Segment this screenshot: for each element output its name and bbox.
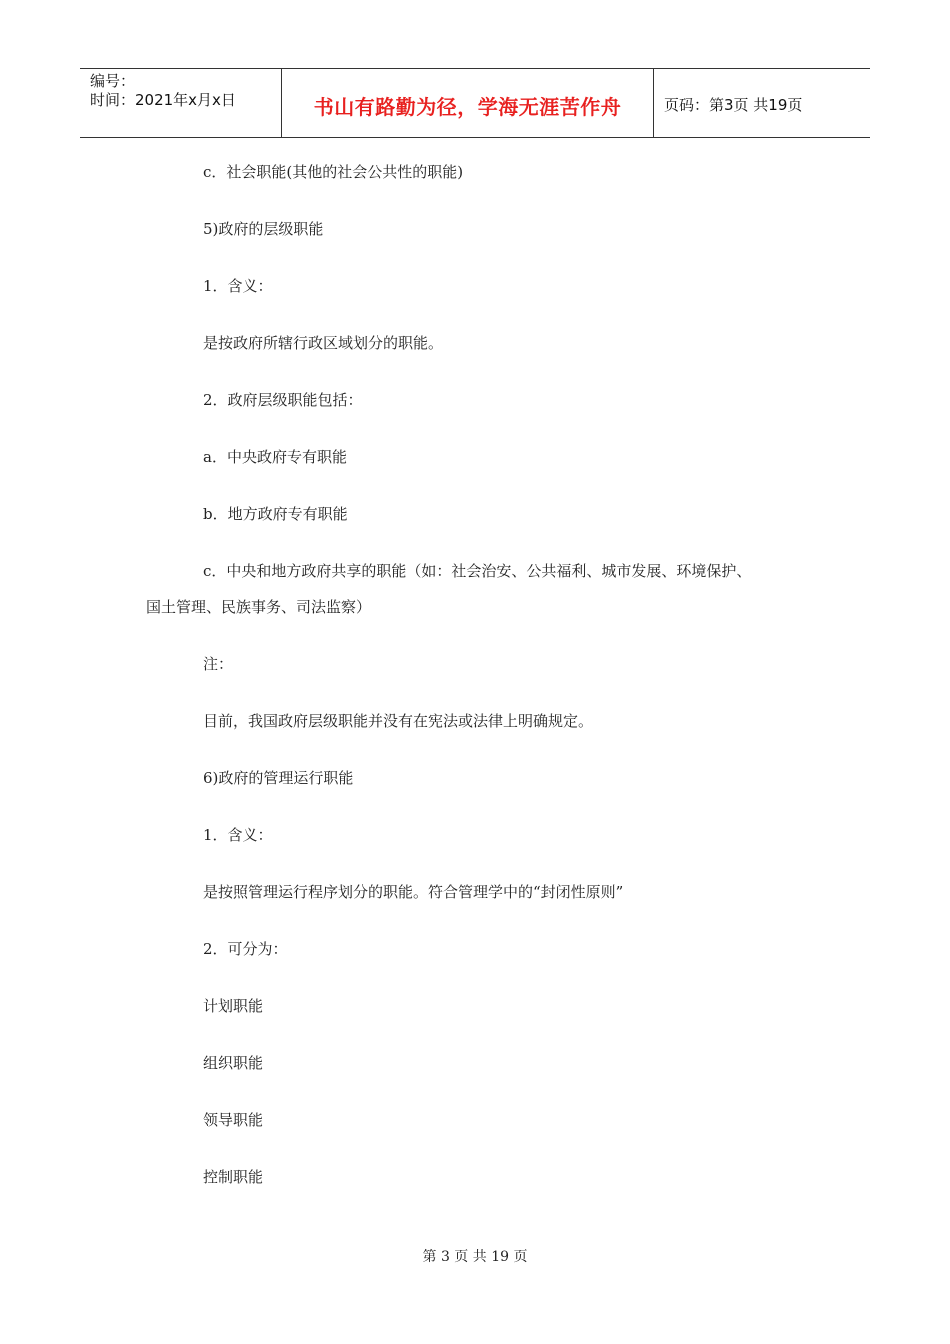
body-line: 1．含义： xyxy=(203,826,273,844)
body-line: 2．政府层级职能包括： xyxy=(203,391,363,409)
body-line: 1．含义： xyxy=(203,277,273,295)
header-motto: 书山有路勤为径，学海无涯苦作舟 xyxy=(313,94,622,119)
section-heading: 6)政府的管理运行职能 xyxy=(203,769,354,787)
body-line: b．地方政府专有职能 xyxy=(203,505,348,523)
body-line: 组织职能 xyxy=(203,1054,264,1072)
document-time-label: 时间：2021年x月x日 xyxy=(90,91,236,109)
footer-page-number: 第 3 页 共 19 页 xyxy=(422,1249,528,1265)
page-footer xyxy=(0,1246,950,1266)
header-page-info: 页码：第3页 共19页 xyxy=(664,95,803,114)
document-number-label: 编号： xyxy=(90,72,136,90)
body-line: 2．可分为： xyxy=(203,940,288,958)
body-line: 目前，我国政府层级职能并没有在宪法或法律上明确规定。 xyxy=(203,712,594,730)
body-line: 是按政府所辖行政区域划分的职能。 xyxy=(203,334,444,352)
body-line: c．社会职能(其他的社会公共性的职能) xyxy=(203,163,464,181)
header-meta-cell xyxy=(80,69,282,137)
page-header xyxy=(80,68,870,138)
note-label: 注： xyxy=(203,655,234,673)
body-line: 领导职能 xyxy=(203,1111,264,1129)
body-line-continuation: 国土管理、民族事务、司法监察） xyxy=(146,598,372,616)
body-line: 是按照管理运行程序划分的职能。符合管理学中的“封闭性原则” xyxy=(203,883,624,901)
body-line: a．中央政府专有职能 xyxy=(203,448,347,466)
header-page-cell xyxy=(654,69,870,137)
body-line: 控制职能 xyxy=(203,1168,264,1186)
header-motto-cell xyxy=(282,69,654,137)
body-line: c．中央和地方政府共享的职能（如：社会治安、公共福利、城市发展、环境保护、 xyxy=(203,562,752,580)
section-heading: 5)政府的层级职能 xyxy=(203,220,324,238)
body-line: 计划职能 xyxy=(203,997,264,1015)
